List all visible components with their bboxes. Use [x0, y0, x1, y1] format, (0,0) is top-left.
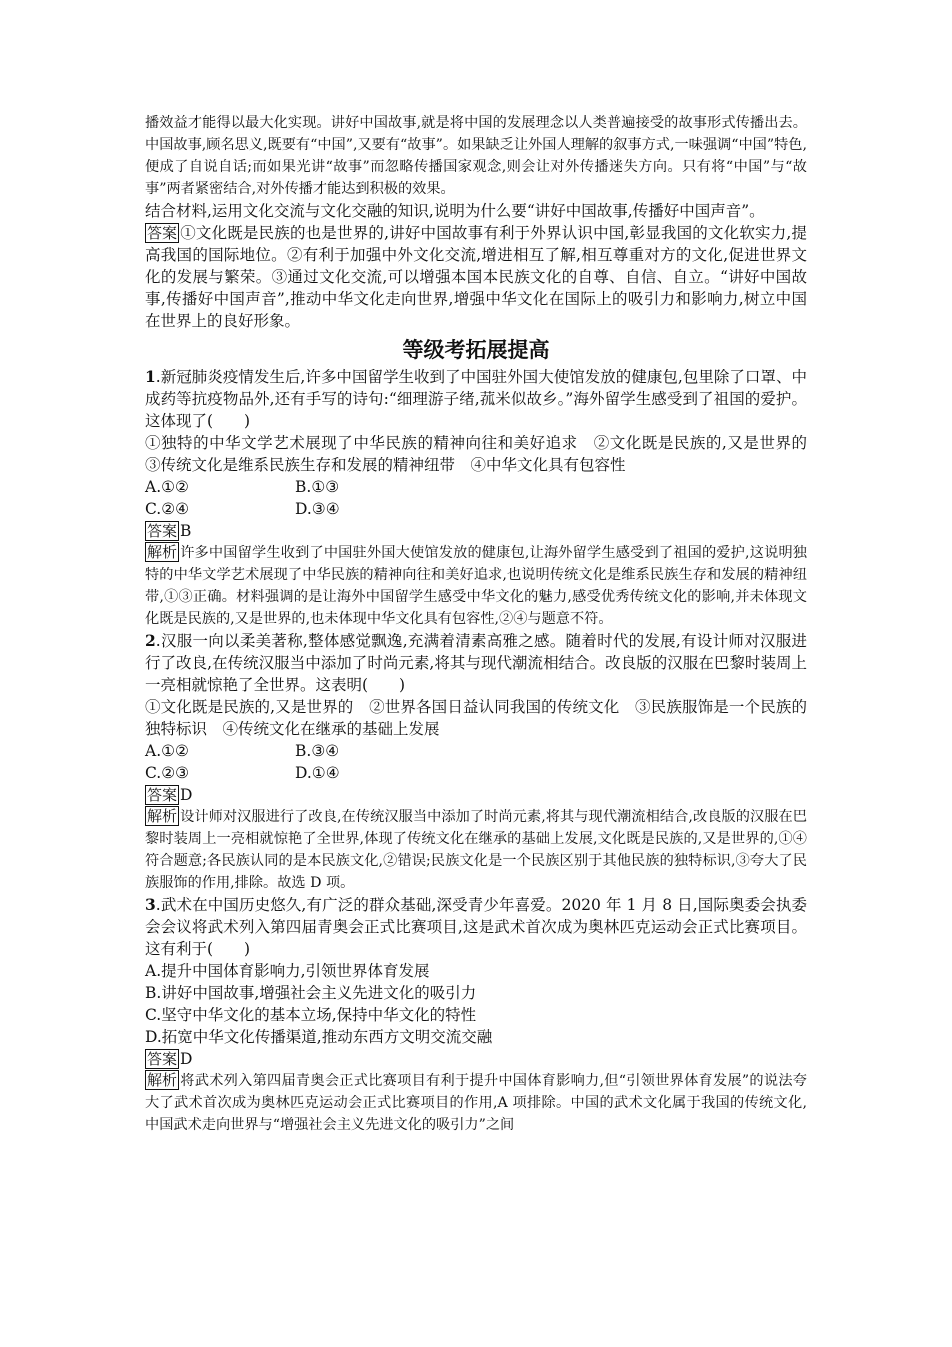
- analysis-tag: 解析: [147, 807, 178, 825]
- options-list: [145, 960, 807, 1048]
- answer-line: [145, 1048, 807, 1070]
- analysis-tag: 解析: [147, 543, 178, 561]
- answer-tag: 答案: [147, 224, 178, 242]
- intro-answer-text: ①文化既是民族的也是世界的,讲好中国故事有利于外界认识中国,彰显我国的文化软实力,提高我国的国际地位。②有利于加强中外文化交流,增进相互了解,相互尊重对方的文化,促进世界文化的发展与繁荣。③通过文化交流,可以增强本国本民族文化的自尊、自信、自立。“讲好中国故事,传播好中国声音”,推动中华文化走向世界,增强中华文化在国际上的吸引力和影响力,树立中国在世界上的良好形象。: [145, 224, 807, 330]
- option-d: D.③④: [295, 500, 340, 518]
- material-text: 播效益才能得以最大化实现。讲好中国故事,就是将中国的发展理念以人类普遍接受的故事形式传播出去。中国故事,顾名思义,既要有“中国”,又要有“故事”。如果缺乏让外国人理解的叙事方式,一味强调“中国”特色,便成了自说自话;而如果光讲“故事”而忽略传播国家观念,则会让对外传播迷失方向。只有将“中国”与“故事”两者紧密结合,对外传播才能达到积极的效果。: [145, 115, 807, 197]
- question-stem: [145, 630, 807, 696]
- option-a: A.①②: [145, 742, 189, 760]
- question-stem: [145, 366, 807, 432]
- option-b: B.③④: [295, 742, 340, 760]
- analysis-line: [145, 542, 807, 630]
- question-stem-text: .新冠肺炎疫情发生后,许多中国留学生收到了中国驻外国大使馆发放的健康包,包里除了口罩、中成药等抗疫物品外,还有手写的诗句:“细理游子绪,菰米似故乡。”海外留学生感受到了祖国的爱护。这体现了( ): [145, 368, 807, 430]
- answer-tag: 答案: [147, 522, 178, 540]
- answer-line: [145, 784, 807, 806]
- document-page: [145, 112, 823, 1136]
- answer-value: D: [180, 1050, 193, 1068]
- question-stem-text: .武术在中国历史悠久,有广泛的群众基础,深受青少年喜爱。2020 年 1 月 8 日,国际奥委会执委会会议将武术列入第四届青奥会正式比赛项目,这是武术首次成为奥林匹克运动会正式比赛项目。这有利于( ): [145, 896, 807, 958]
- answer-value: B: [180, 522, 192, 540]
- question-stem-text: .汉服一向以柔美著称,整体感觉飘逸,充满着清素高雅之感。随着时代的发展,有设计师对汉服进行了改良,在传统汉服当中添加了时尚元素,将其与现代潮流相结合。改良版的汉服在巴黎时装周上一亮相就惊艳了全世界。这表明( ): [145, 632, 807, 694]
- options-grid: [145, 476, 807, 520]
- answer-tag: 答案: [147, 1050, 178, 1068]
- analysis-tag: 解析: [147, 1071, 178, 1089]
- question-2: [145, 630, 807, 894]
- option-b: B.①③: [295, 478, 340, 496]
- intro-answer: [145, 222, 807, 332]
- option-d: D.拓宽中华文化传播渠道,推动东西方文明交流交融: [145, 1028, 493, 1046]
- analysis-text: 设计师对汉服进行了改良,在传统汉服当中添加了时尚元素,将其与现代潮流相结合,改良版的汉服在巴黎时装周上一亮相就惊艳了全世界,体现了传统文化在继承的基础上发展,文化既是民族的,又是世界的,①④符合题意;各民族认同的是本民族文化,②错误;民族文化是一个民族区别于其他民族的独特标识,③夸大了民族服饰的作用,排除。故选 D 项。: [145, 809, 807, 891]
- option-b: B.讲好中国故事,增强社会主义先进文化的吸引力: [145, 984, 477, 1002]
- question-number: 3: [145, 895, 156, 914]
- question-statements: ①独特的中华文学艺术展现了中华民族的精神向往和美好追求 ②文化既是民族的,又是世界的 ③传统文化是维系民族生存和发展的精神纽带 ④中华文化具有包容性: [145, 434, 823, 474]
- question-1: [145, 366, 823, 630]
- option-a: A.提升中国体育影响力,引领世界体育发展: [145, 962, 430, 980]
- options-grid: [145, 740, 807, 784]
- question-3: [145, 894, 807, 1136]
- question-number: 1: [145, 367, 156, 386]
- section-title: 等级考拓展提高: [402, 338, 550, 362]
- answer-line: [145, 520, 807, 542]
- option-c: C.坚守中华文化的基本立场,保持中华文化的特性: [145, 1006, 477, 1024]
- analysis-line: [145, 806, 807, 894]
- option-c: C.②④: [145, 500, 190, 518]
- answer-tag: 答案: [147, 786, 178, 804]
- option-a: A.①②: [145, 478, 189, 496]
- answer-value: D: [180, 786, 193, 804]
- option-d: D.①④: [295, 764, 340, 782]
- question-stem: [145, 894, 807, 960]
- intro-question: 结合材料,运用文化交流与文化交融的知识,说明为什么要“讲好中国故事,传播好中国声音”。: [145, 202, 765, 220]
- analysis-text: 将武术列入第四届青奥会正式比赛项目有利于提升中国体育影响力,但“引领世界体育发展”的说法夸大了武术首次成为奥林匹克运动会正式比赛项目的作用,A 项排除。中国的武术文化属于我国的传统文化,中国武术走向世界与“增强社会主义先进文化的吸引力”之间: [145, 1073, 807, 1133]
- analysis-line: [145, 1070, 807, 1136]
- option-c: C.②③: [145, 764, 190, 782]
- question-number: 2: [145, 631, 156, 650]
- question-statements: ①文化既是民族的,又是世界的 ②世界各国日益认同我国的传统文化 ③民族服饰是一个民族的独特标识 ④传统文化在继承的基础上发展: [145, 698, 807, 738]
- analysis-text: 许多中国留学生收到了中国驻外国大使馆发放的健康包,让海外留学生感受到了祖国的爱护,这说明独特的中华文学艺术展现了中华民族的精神向往和美好追求,也说明传统文化是维系民族生存和发展的精神纽带,①③正确。材料强调的是让海外中国留学生感受中华文化的魅力,感受优秀传统文化的影响,并未体现文化既是民族的,又是世界的,也未体现中华文化具有包容性,②④与题意不符。: [145, 545, 807, 627]
